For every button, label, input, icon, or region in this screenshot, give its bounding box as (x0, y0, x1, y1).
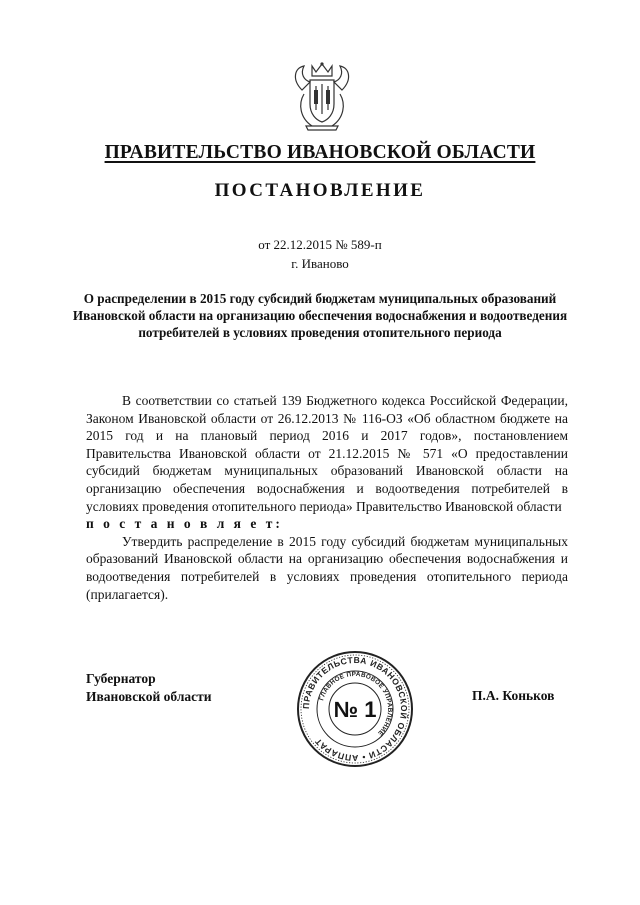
stamp-outer-text: ПРАВИТЕЛЬСТВА ИВАНОВСКОЙ ОБЛАСТИ • АППАРАТ (300, 654, 410, 764)
body-paragraph-preamble: В соответствии со статьей 139 Бюджетного кодекса Российской Федерации, Законом Ивановской области от 26.12.2013 № 116-ОЗ «Об областном бюджете на 2015 год и на плановый период 2016 и 2017 годов», постановлением Правительства Ивановской области от 21.12.2015 № 571 «О предоставлении субсидий бюджетам муниципальных образований Ивановской области на организацию обеспечения водоснабжения и водоотведения потребителей в условиях проведения отопительного периода» Правительство Ивановской области (86, 393, 568, 514)
signatory-title (86, 670, 212, 706)
signatory-title-line-1: Губернатор (86, 671, 156, 686)
body-paragraph-resolution: Утвердить распределение в 2015 году субсидий бюджетам муниципальных образований Ивановской области на организацию обеспечения водоснабжения и водоотведения потребителей в условиях проведения отопительного периода (прилагается). (86, 533, 568, 602)
official-stamp (296, 650, 414, 768)
signatory-name: П.А. Коньков (472, 688, 555, 703)
stamp-number: № 1 (333, 697, 377, 722)
document-city: г. Иваново (291, 256, 349, 271)
stamp-inner-text: ГЛАВНОЕ ПРАВОВОЕ УПРАВЛЕНИЕ (318, 670, 394, 737)
signatory-title-line-2: Ивановской области (86, 689, 212, 704)
document-type-heading: ПОСТАНОВЛЕНИЕ (214, 180, 426, 201)
document-subject: О распределении в 2015 году субсидий бюджетам муниципальных образований Ивановской области на организацию обеспечения водоснабжения и водоотведения потребителей в условиях проведения отопительного периода (72, 291, 568, 340)
coat-of-arms-emblem (290, 60, 354, 132)
document-body (86, 392, 568, 603)
organization-title: ПРАВИТЕЛЬСТВО ИВАНОВСКОЙ ОБЛАСТИ (104, 142, 536, 163)
resolves-keyword: п о с т а н о в л я е т: (86, 516, 283, 532)
document-date-number: от 22.12.2015 № 589-п (258, 237, 382, 252)
